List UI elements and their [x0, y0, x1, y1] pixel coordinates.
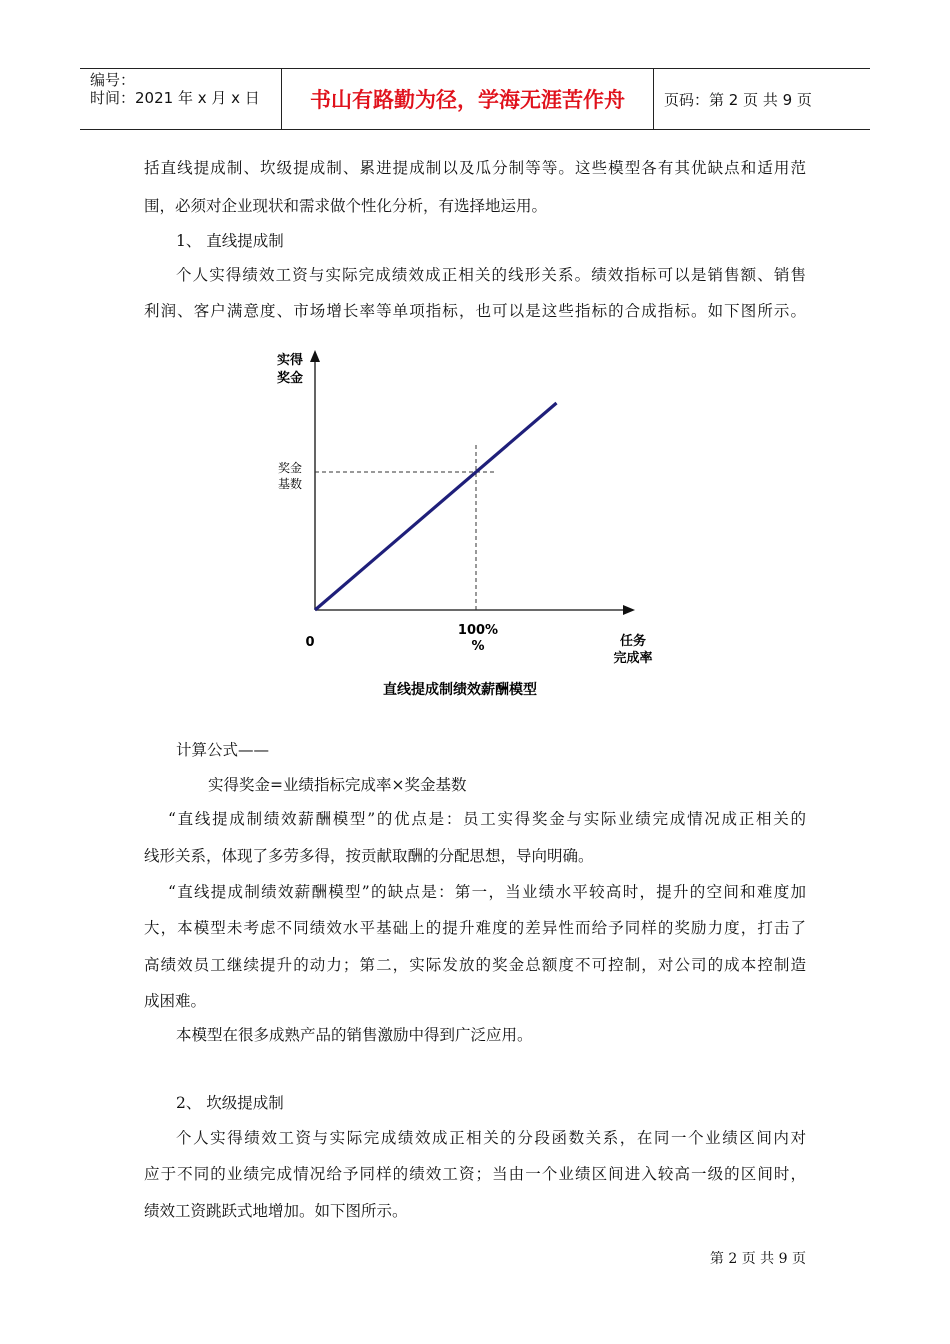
x-axis-label-1: 任务	[619, 634, 647, 649]
line-chart	[260, 340, 680, 705]
page-footer: 第 2 页 共 9 页	[709, 1251, 806, 1267]
paragraph-line: “直线提成制绩效薪酬模型”的缺点是：第一，当业绩水平较高时，提升的空间和难度加	[168, 883, 806, 901]
paragraph-line: 本模型在很多成熟产品的销售激励中得到广泛应用。	[176, 1026, 533, 1044]
paragraph-line: 绩效工资跳跃式地增加。如下图所示。	[144, 1202, 408, 1220]
y-tick-label-1: 奖金	[277, 461, 303, 475]
origin-label: 0	[305, 635, 315, 650]
paragraph-line: “直线提成制绩效薪酬模型”的优点是：员工实得奖金与实际业绩完成情况成正相关的	[168, 810, 806, 828]
formula-label: 计算公式——	[176, 741, 270, 759]
header-motto	[281, 69, 654, 129]
y-axis-label-1: 实得	[276, 353, 304, 368]
paragraph-line: 个人实得绩效工资与实际完成绩效成正相关的分段函数关系，在同一个业绩区间内对	[176, 1129, 806, 1147]
y-tick-label-2: 基数	[277, 477, 303, 491]
date-label: 时间：2021 年 x 月 x 日	[90, 89, 260, 107]
x-axis-label-2: 完成率	[613, 651, 653, 666]
x-tick-label-2: %	[471, 639, 485, 654]
chart-title: 直线提成制绩效薪酬模型	[383, 682, 537, 698]
x-axis-arrow	[623, 605, 635, 615]
serial-label: 编号：	[90, 71, 136, 89]
header-table	[80, 68, 870, 130]
paragraph-line: 大，本模型未考虑不同绩效水平基础上的提升难度的差异性而给予同样的奖励力度，打击了	[144, 919, 806, 937]
header-page: 页码：第 2 页 共 9 页	[664, 90, 812, 109]
paragraph-line: 线形关系，体现了多劳多得，按贡献取酬的分配思想，导向明确。	[144, 847, 594, 865]
motto-text: 书山有路勤为径，学海无涯苦作舟	[310, 88, 625, 112]
paragraph-line: 利润、客户满意度、市场增长率等单项指标，也可以是这些指标的合成指标。如下图所示。	[144, 302, 806, 320]
paragraph-line: 括直线提成制、坎级提成制、累进提成制以及瓜分制等等。这些模型各有其优缺点和适用范	[144, 159, 806, 177]
section-heading: 2、 坎级提成制	[176, 1094, 284, 1112]
paragraph-line: 高绩效员工继续提升的动力；第二，实际发放的奖金总额度不可控制，对公司的成本控制造	[144, 956, 806, 974]
formula: 实得奖金=业绩指标完成率×奖金基数	[208, 776, 467, 794]
section-heading: 1、 直线提成制	[176, 232, 284, 250]
paragraph-line: 个人实得绩效工资与实际完成绩效成正相关的线形关系。绩效指标可以是销售额、销售	[176, 266, 806, 284]
paragraph-line: 应于不同的业绩完成情况给予同样的绩效工资；当由一个业绩区间进入较高一级的区间时，	[144, 1165, 806, 1183]
y-axis-arrow	[310, 350, 320, 362]
y-axis-label-2: 奖金	[276, 371, 304, 386]
series-line	[315, 403, 557, 610]
paragraph-line: 成困难。	[144, 992, 207, 1010]
header-meta	[80, 69, 281, 129]
paragraph-line: 围，必须对企业现状和需求做个性化分析，有选择地运用。	[144, 197, 548, 215]
x-tick-label-1: 100%	[457, 623, 499, 638]
